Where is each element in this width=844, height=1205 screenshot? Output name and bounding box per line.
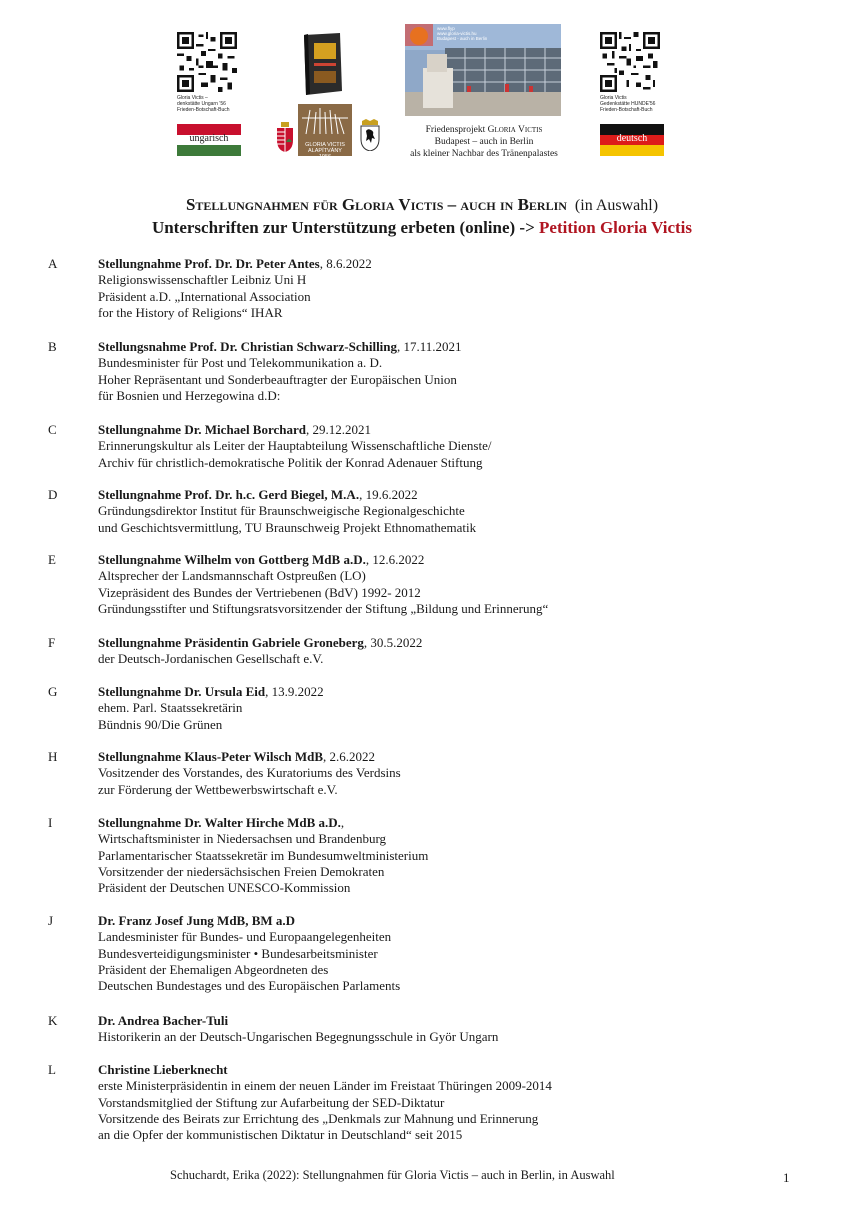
flag-germany[interactable] [600, 124, 664, 156]
entry-heading[interactable]: Stellungnahme Präsidentin Gabriele Groneberg, 30.5.2022 [98, 635, 423, 650]
entry-line: Präsident a.D. „International Association [98, 288, 311, 304]
entry-letter: C [48, 422, 57, 437]
qr-caption-german: Gloria Victis Gedenkstätte HUNDE'56 Frieden-Botschaft-Buch [600, 95, 656, 113]
entry-line: Deutschen Bundestages und des Europäischen Parlaments [98, 978, 401, 994]
entry-heading[interactable]: Dr. Franz Josef Jung MdB, BM a.D [98, 913, 296, 928]
flag-label-hungarian: ungarisch [189, 133, 229, 144]
page-subtitle [0, 218, 844, 238]
entry-line: Erinnerungskultur als Leiter der Hauptabteilung Wissenschaftliche Dienste/ [98, 438, 492, 454]
entry-letter: E [48, 552, 56, 567]
entry-letter: F [48, 635, 56, 650]
entry-line: Bundesverteidigungsminister • Bundesarbeitsminister [98, 945, 378, 961]
page-number: 1 [783, 1170, 790, 1185]
qr-code-german[interactable] [600, 32, 660, 92]
entry-heading[interactable]: Stellungnahme Prof. Dr. h.c. Gerd Biegel, M.A., 19.6.2022 [98, 487, 418, 502]
entry-line: Präsident der Ehemaligen Abgeordneten des [98, 961, 329, 977]
entry-line: for the History of Religions“ IHAR [98, 304, 283, 320]
entry-heading[interactable]: Dr. Andrea Bacher-Tuli [98, 1013, 229, 1028]
photo-caption-line2: Budapest – auch in Berlin [434, 137, 534, 147]
entry-line: Vorstandsmitglied der Stiftung zur Aufarbeitung der SED-Diktatur [98, 1094, 445, 1110]
entry-letter: B [48, 339, 57, 354]
entry-line: Gründungsdirektor Institut für Braunschweigische Regionalgeschichte [98, 503, 465, 519]
photo-caption [391, 124, 577, 160]
entry-line: Präsident der Deutschen UNESCO-Kommission [98, 880, 351, 896]
entry-letter: L [48, 1062, 56, 1077]
entry-line: Vorsitzender der niedersächsischen Freien Demokraten [98, 863, 385, 879]
entry-line: und Geschichtsvermittlung, TU Braunschweig Projekt Ethnomathematik [98, 519, 477, 535]
page-title-suffix: (in Auswahl) [574, 197, 659, 214]
berlin-station-photo: www.flyp www.gloria-victis.hu Budapest - auch in Berlin [405, 24, 561, 116]
entry-letter: K [48, 1013, 58, 1028]
hungary-coat-of-arms-icon [275, 122, 295, 152]
entry-line: Vositzender des Vorstandes, des Kuratoriums des Verdsins [98, 765, 401, 781]
entry-letter: J [48, 913, 54, 928]
page-title-main: Stellungnahmen für Gloria Victis – auch in Berlin [185, 195, 567, 214]
entry-heading[interactable]: Stellungnahme Dr. Michael Borchard, 29.12.2021 [98, 422, 372, 437]
entry-line: erste Ministerpräsidentin in einem der neuen Länder im Freistaat Thüringen 2009-2014 [98, 1078, 552, 1094]
page-subtitle-text: Unterschriften zur Unterstützung erbeten (online) -> [151, 218, 535, 237]
entry-heading[interactable]: Stellungnahme Klaus-Peter Wilsch MdB, 2.6.2022 [98, 749, 375, 764]
entry-line: Parlamentarischer Staatssekretär im Bundesumweltministerium [98, 847, 429, 863]
entry-heading[interactable]: Christine Lieberknecht [98, 1062, 228, 1077]
entry-letter: D [48, 487, 58, 502]
flag-hungary[interactable] [177, 124, 241, 156]
entry-line: der Deutsch-Jordanischen Gesellschaft e.V. [98, 651, 324, 667]
entry-line: Vorsitzende des Beirats zur Errichtung des „Denkmals zur Mahnung und Erinnerung [98, 1110, 539, 1126]
book-cover-image [300, 33, 344, 95]
entry-line: ehem. Parl. Staatssekretärin [98, 700, 243, 716]
entry-line: Wirtschaftsminister in Niedersachsen und Brandenburg [98, 831, 387, 847]
entry-heading[interactable]: Stellungnahme Dr. Ursula Eid, 13.9.2022 [98, 684, 324, 699]
qr-caption-hungarian: Gloria Victis – denkstätte Ungarn ’56 Frieden-Botschaft-Buch [177, 95, 230, 113]
entry-line: für Bosnien und Herzegowina d.D: [98, 387, 281, 403]
entry-line: Religionswissenschaftler Leibniz Uni H [98, 272, 307, 288]
footer-citation: Schuchardt, Erika (2022): Stellungnahmen für Gloria Victis – auch in Berlin, in Auswahl [170, 1168, 615, 1182]
entry-line: Hoher Repräsentant und Sonderbeauftragter der Europäischen Union [98, 371, 457, 387]
entry-line: Vizepräsident des Bundes der Vertriebenen (BdV) 1992- 2012 [98, 584, 421, 600]
gloria-victis-foundation-logo: GLORIA VICTIS ALAPÍTVÁNY 1956 [298, 104, 352, 156]
entry-letter: H [48, 749, 58, 764]
photo-caption-line1: Friedensprojekt Gloria Victis [425, 125, 543, 135]
entry-letter: G [48, 684, 58, 699]
page-title [0, 195, 844, 215]
entry-line: Historikerin an der Deutsch-Ungarischen Begegnungsschule in Györ Ungarn [98, 1029, 499, 1045]
entry-line: zur Förderung der Wettbewerbswirtschaft e.V. [98, 781, 338, 797]
berlin-coat-of-arms-icon [359, 119, 379, 149]
entry-line: an die Opfer der kommunistischen Diktatur in Deutschland“ seit 2015 [98, 1127, 463, 1143]
entry-line: Bundesminister für Post und Telekommunikation a. D. [98, 355, 383, 371]
entry-letter: A [48, 256, 58, 271]
entry-line: Altsprecher der Landsmannschaft Ostpreußen (LO) [98, 568, 366, 584]
entry-heading[interactable]: Stellungnahme Prof. Dr. Dr. Peter Antes, 8.6.2022 [98, 256, 372, 271]
entry-line: Gründungsstifter und Stiftungsratsvorsitzender der Stiftung „Bildung und Erinnerung“ [98, 600, 549, 616]
entry-heading[interactable]: Stellungsnahme Prof. Dr. Christian Schwarz-Schilling, 17.11.2021 [98, 339, 462, 354]
photo-caption-line3: als kleiner Nachbar des Tränenpalastes [410, 149, 558, 159]
flag-label-german: deutsch [616, 133, 648, 144]
entry-heading[interactable]: Stellungnahme Dr. Walter Hirche MdB a.D., [98, 815, 345, 830]
entry-line: Archiv für christlich-demokratische Politik der Konrad Adenauer Stiftung [98, 454, 483, 470]
qr-code-hungarian[interactable] [177, 32, 237, 92]
entry-line: Bündnis 90/Die Grünen [98, 716, 223, 732]
petition-link[interactable]: Petition Gloria Victis [539, 218, 693, 237]
entry-line: Landesminister für Bundes- und Europaangelegenheiten [98, 929, 392, 945]
entry-letter: I [48, 815, 53, 830]
entry-heading[interactable]: Stellungnahme Wilhelm von Gottberg MdB a.D., 12.6.2022 [98, 552, 425, 567]
